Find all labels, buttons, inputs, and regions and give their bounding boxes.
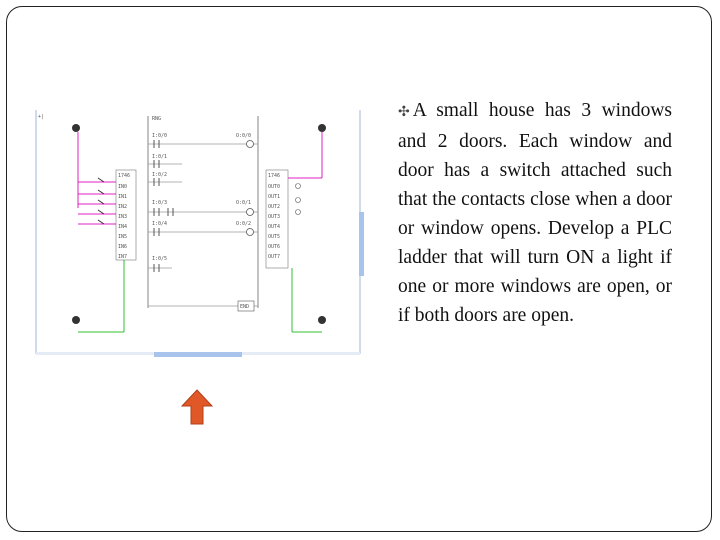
rung-1 [148, 133, 258, 148]
lamp-icon [296, 210, 301, 215]
input-module [116, 170, 136, 260]
rung-2 [148, 154, 182, 168]
output-row: OUT3 [268, 214, 281, 220]
rung-label: I:0/0 [152, 133, 168, 139]
rung-3 [148, 172, 182, 186]
output-row: OUT5 [268, 234, 281, 240]
output-wiring [288, 124, 326, 332]
coil-label: O:0/1 [236, 200, 252, 206]
output-row: OUT4 [268, 224, 281, 230]
end-rung [148, 301, 258, 311]
input-row: IN4 [118, 224, 128, 230]
output-module [266, 170, 288, 268]
output-row: OUT6 [268, 244, 281, 250]
input-row: IN0 [118, 184, 128, 190]
rung-6 [148, 256, 172, 272]
problem-statement [398, 96, 672, 330]
rung-label: I:0/1 [152, 154, 168, 160]
rung-label: I:0/3 [152, 200, 168, 206]
rung-top-label: RNG [152, 116, 162, 122]
input-row: IN2 [118, 204, 128, 210]
output-module-title: 1746 [268, 173, 281, 179]
rung-5 [148, 221, 258, 236]
horizontal-scrollbar[interactable] [154, 352, 242, 357]
rung-label: I:0/2 [152, 172, 168, 178]
output-row: OUT0 [268, 184, 281, 190]
output-row: OUT7 [268, 254, 281, 260]
corner-mark: +| [38, 114, 45, 120]
vertical-scrollbar[interactable] [359, 212, 364, 276]
input-row: IN5 [118, 234, 128, 240]
input-row: IN6 [118, 244, 128, 250]
problem-text: A small house has 3 windows and 2 doors. Each window and door has a switch attached such that the contacts close when a door or window opens. Develop a PLC ladder that will turn ON a light if one or more windows are open, or if both doors are open. [398, 100, 672, 326]
input-row: IN7 [118, 254, 128, 260]
neutral-terminal-icon [72, 316, 80, 324]
input-row: IN3 [118, 214, 128, 220]
output-row: OUT1 [268, 194, 281, 200]
power-terminal-icon [72, 124, 80, 132]
end-label: END [240, 304, 250, 310]
rung-label: I:0/5 [152, 256, 168, 262]
power-terminal-icon [318, 124, 326, 132]
rung-label: I:0/4 [152, 221, 168, 227]
ladder-diagram [32, 108, 366, 360]
wheel-bullet-icon: ✣ [398, 104, 410, 120]
lamp-icon [296, 198, 301, 203]
input-row: IN1 [118, 194, 128, 200]
up-arrow-icon [180, 388, 214, 426]
lamp-icon [296, 184, 301, 189]
neutral-terminal-icon [318, 316, 326, 324]
output-row: OUT2 [268, 204, 281, 210]
input-module-title: 1746 [118, 173, 131, 179]
coil-label: O:0/0 [236, 133, 252, 139]
rung-4 [148, 200, 258, 216]
coil-label: O:0/2 [236, 221, 252, 227]
